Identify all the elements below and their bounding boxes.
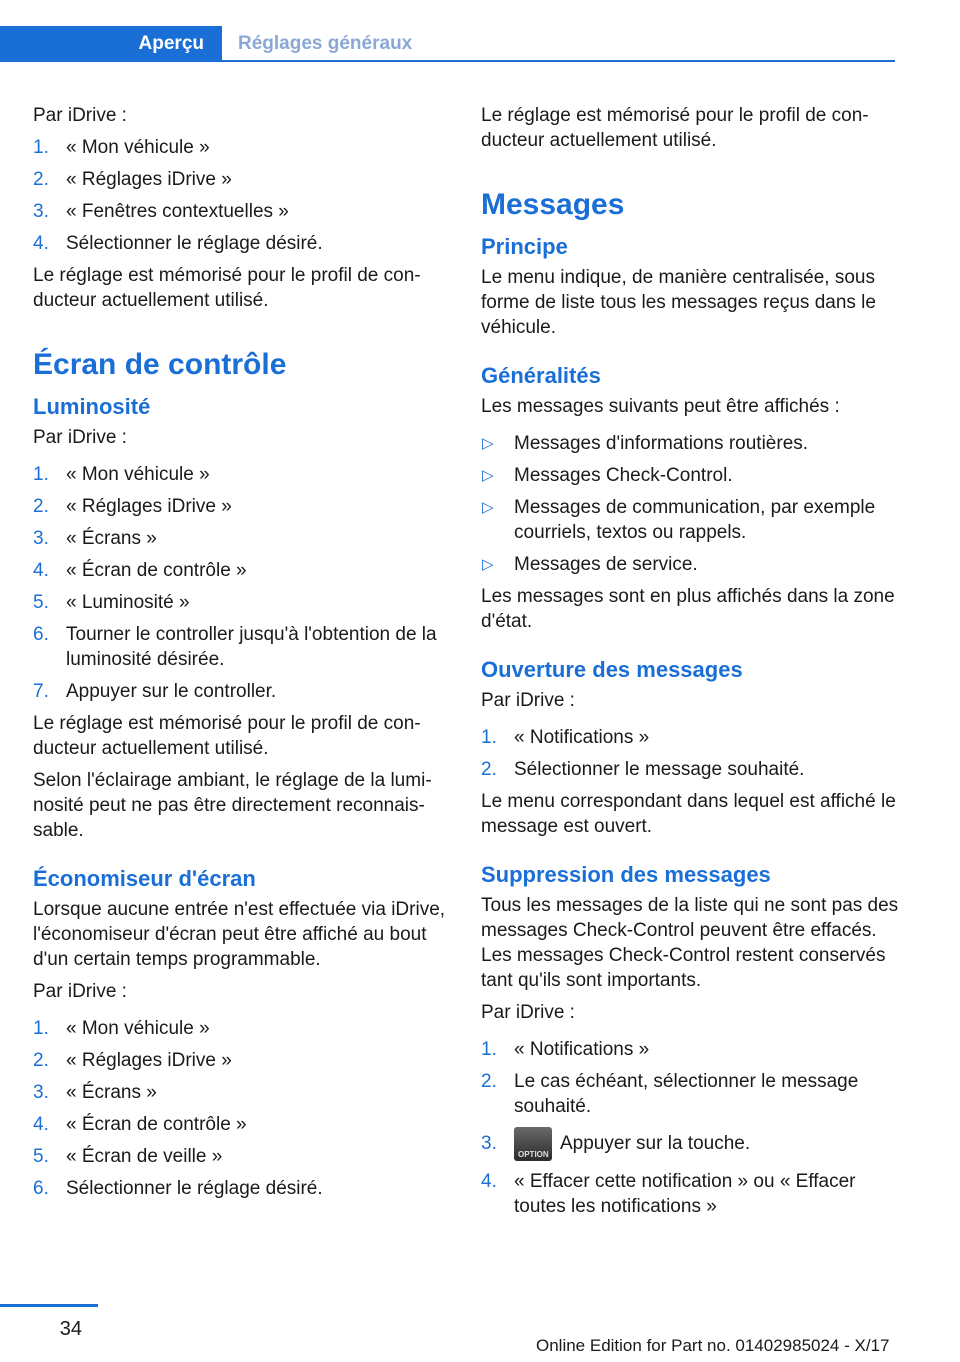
right-column xyxy=(481,103,899,1226)
steps-list-3 xyxy=(33,1016,448,1201)
steps-list-1 xyxy=(33,135,448,256)
list-item: 2. « Réglages iDrive » xyxy=(33,496,232,517)
list-item: ▷ Messages de service. xyxy=(482,554,698,575)
paragraph: Les messages suivants peut être affichés : xyxy=(481,396,840,417)
tab-apercu-label: Aperçu xyxy=(138,33,204,54)
section-title-messages: Messages xyxy=(481,188,625,221)
paragraph: Le réglage est mémorisé pour le profil de conducteur actuellement utilisé. xyxy=(33,713,421,759)
list-item: 1. « Mon véhicule » xyxy=(33,464,210,485)
intro-text: Par iDrive : xyxy=(481,690,575,711)
list-item: 4. « Écran de contrôle » xyxy=(33,1114,247,1135)
triangle-bullet-icon: ▷ xyxy=(482,499,494,516)
page-number: 34 xyxy=(59,1318,82,1340)
bullet-list xyxy=(481,431,899,577)
list-item: 6. Sélectionner le réglage désiré. xyxy=(33,1178,323,1199)
list-item: 5. « Écran de veille » xyxy=(33,1146,223,1167)
triangle-bullet-icon: ▷ xyxy=(482,467,494,484)
list-item: 3. « Fenêtres contextuelles » xyxy=(33,201,289,222)
intro-text: Par iDrive : xyxy=(33,105,127,126)
list-item: ▷ Messages d'informations routières. xyxy=(482,433,809,454)
intro-text: Par iDrive : xyxy=(33,981,127,1002)
footer-rule xyxy=(0,1304,98,1307)
paragraph: Selon l'éclairage ambiant, le réglage de la luminosité peut ne pas être directement reconnaissable. xyxy=(33,770,432,841)
list-item: 3. « Écrans » xyxy=(33,1082,157,1103)
paragraph: Tous les messages de la liste qui ne sont pas des messages Check-Control peuvent être effacés. Les messages Check-Control restent conservés tant qu'ils sont importants. xyxy=(481,895,899,991)
paragraph: Le menu indique, de manière centralisée, sous forme de liste tous les messages reçus dans le véhicule. xyxy=(481,267,876,338)
tab-reglages-generaux[interactable] xyxy=(238,26,412,62)
list-item: 3. « Écrans » xyxy=(33,528,157,549)
tab-reglages-label: Réglages généraux xyxy=(238,33,413,54)
tab-apercu[interactable] xyxy=(0,26,222,62)
intro-text: Par iDrive : xyxy=(481,1002,575,1023)
list-item: 2. Le cas échéant, sélectionner le message souhaité. xyxy=(481,1071,859,1117)
subsection-ouverture: Ouverture des messages xyxy=(481,657,743,682)
list-item: 4. Sélectionner le réglage désiré. xyxy=(33,233,323,254)
list-item: 2. Sélectionner le message souhaité. xyxy=(481,759,805,780)
list-item: 3. OPTION Appuyer sur la touche. xyxy=(481,1126,899,1162)
paragraph: Le menu correspondant dans lequel est affiché le message est ouvert. xyxy=(481,791,896,837)
paragraph: Le réglage est mémorisé pour le profil de conducteur actuellement utilisé. xyxy=(481,105,869,151)
list-item: 2. « Réglages iDrive » xyxy=(33,1050,232,1071)
header-rule xyxy=(222,60,895,62)
steps-list-open xyxy=(481,725,899,782)
list-item: 1. « Notifications » xyxy=(481,1039,650,1060)
subsection-luminosite: Luminosité xyxy=(33,394,151,419)
list-item: 2. « Réglages iDrive » xyxy=(33,169,232,190)
subsection-principe: Principe xyxy=(481,234,568,259)
list-item: ▷ Messages Check-Control. xyxy=(482,465,733,486)
list-item: 1. « Notifications » xyxy=(481,727,650,748)
list-item: 4. « Effacer cette notification » ou « Effacer toutes les notifications » xyxy=(481,1171,856,1217)
list-item: 6. Tourner le controller jusqu'à l'obtention de la luminosité désirée. xyxy=(33,624,437,670)
option-button-icon: OPTION xyxy=(514,1127,552,1161)
intro-text: Par iDrive : xyxy=(33,427,127,448)
header-tabs xyxy=(0,26,895,62)
list-item: 1. « Mon véhicule » xyxy=(33,1018,210,1039)
list-item: 7. Appuyer sur le controller. xyxy=(33,681,277,702)
steps-list-delete xyxy=(481,1037,899,1219)
list-item: 5. « Luminosité » xyxy=(33,592,190,613)
paragraph: Les messages sont en plus affichés dans la zone d'état. xyxy=(481,586,895,632)
subsection-generalites: Généralités xyxy=(481,363,601,388)
triangle-bullet-icon: ▷ xyxy=(482,556,494,573)
left-column xyxy=(33,103,448,1208)
triangle-bullet-icon: ▷ xyxy=(482,435,494,452)
paragraph: Le réglage est mémorisé pour le profil de conducteur actuellement utilisé. xyxy=(33,265,421,311)
edition-text: Online Edition for Part no. 01402985024 - X/17 xyxy=(536,1336,890,1355)
subsection-suppression: Suppression des messages xyxy=(481,862,771,887)
subsection-economiseur: Économiseur d'écran xyxy=(33,866,256,891)
steps-list-2 xyxy=(33,462,448,704)
section-title-ecran: Écran de contrôle xyxy=(33,348,287,381)
list-item: ▷ Messages de communication, par exemple courriels, textos ou rappels. xyxy=(482,497,876,543)
paragraph: Lorsque aucune entrée n'est effectuée via iDrive, l'économiseur d'écran peut être affiché au bout d'un certain temps programmable. xyxy=(33,899,446,970)
list-item: 1. « Mon véhicule » xyxy=(33,137,210,158)
list-item: 4. « Écran de contrôle » xyxy=(33,560,247,581)
